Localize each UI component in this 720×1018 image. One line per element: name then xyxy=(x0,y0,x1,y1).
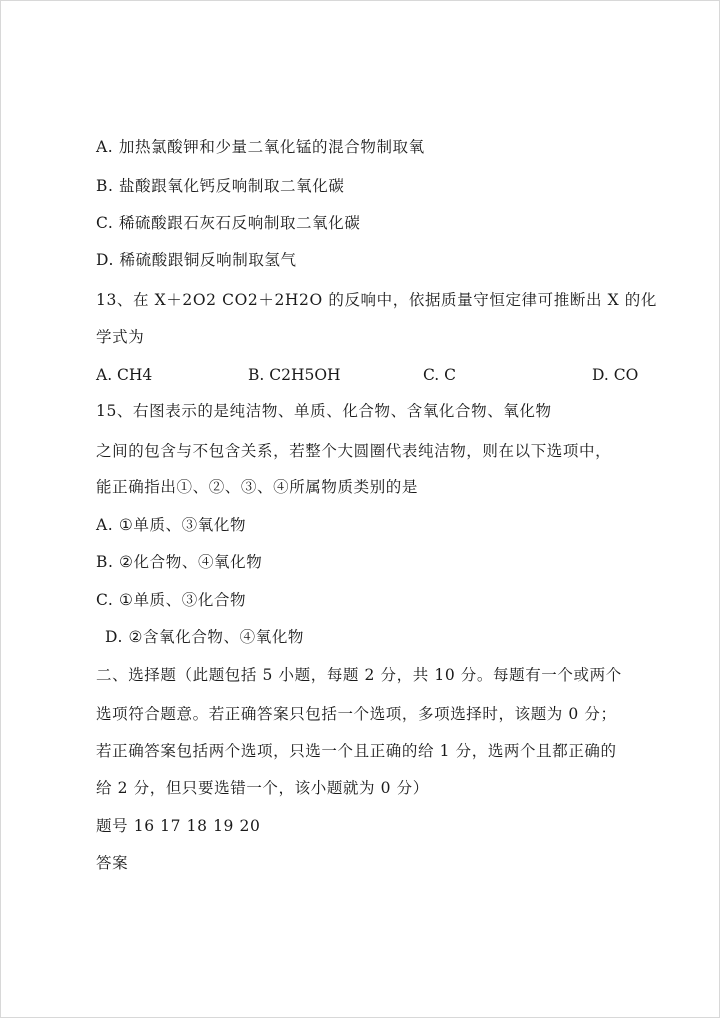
q12-option-b: B. 盐酸跟氧化钙反响制取二氧化碳 xyxy=(96,177,345,195)
q15-stem-line-1: 15、右图表示的是纯洁物、单质、化合物、含氧化合物、氧化物 xyxy=(96,402,552,420)
section-two-instructions-3: 给 2 分，但只要选错一个，该小题就为 0 分） xyxy=(96,779,429,797)
section-two-heading: 二、选择题（此题包括 5 小题，每题 2 分，共 10 分。每题有一个或两个 xyxy=(96,666,622,684)
q15-option-c: C. ①单质、③化合物 xyxy=(96,591,247,609)
q13-stem-line-2: 学式为 xyxy=(96,328,145,346)
q13-option-b: B. C2H5OH xyxy=(248,366,341,384)
q15-option-d: D. ②含氧化合物、④氧化物 xyxy=(105,628,305,646)
q13-stem-line-1: 13、在 X＋2O2 CO2＋2H2O 的反响中，依据质量守恒定律可推断出 X 的化 xyxy=(96,291,657,309)
q13-option-a: A. CH4 xyxy=(96,366,153,384)
section-two-instructions-2: 若正确答案包括两个选项，只选一个且正确的给 1 分，选两个且都正确的 xyxy=(96,742,617,760)
q15-stem-line-3: 能正确指出①、②、③、④所属物质类别的是 xyxy=(96,478,419,496)
answer-table-header: 题号 16 17 18 19 20 xyxy=(96,817,261,835)
answer-table-label: 答案 xyxy=(96,854,129,872)
q13-option-d: D. CO xyxy=(592,366,639,384)
section-two-instructions-1: 选项符合题意。若正确答案只包括一个选项，多项选择时，该题为 0 分； xyxy=(96,705,617,723)
q12-option-d: D. 稀硫酸跟铜反响制取氢气 xyxy=(96,251,297,269)
q12-option-c: C. 稀硫酸跟石灰石反响制取二氧化碳 xyxy=(96,214,361,232)
q12-option-a: A. 加热氯酸钾和少量二氧化锰的混合物制取氧 xyxy=(96,138,425,156)
q13-option-c: C. C xyxy=(423,366,457,384)
q15-stem-line-2: 之间的包含与不包含关系，若整个大圆圈代表纯洁物，则在以下选项中， xyxy=(96,442,612,460)
q15-option-a: A. ①单质、③氧化物 xyxy=(96,516,247,534)
q15-option-b: B. ②化合物、④氧化物 xyxy=(96,553,263,571)
